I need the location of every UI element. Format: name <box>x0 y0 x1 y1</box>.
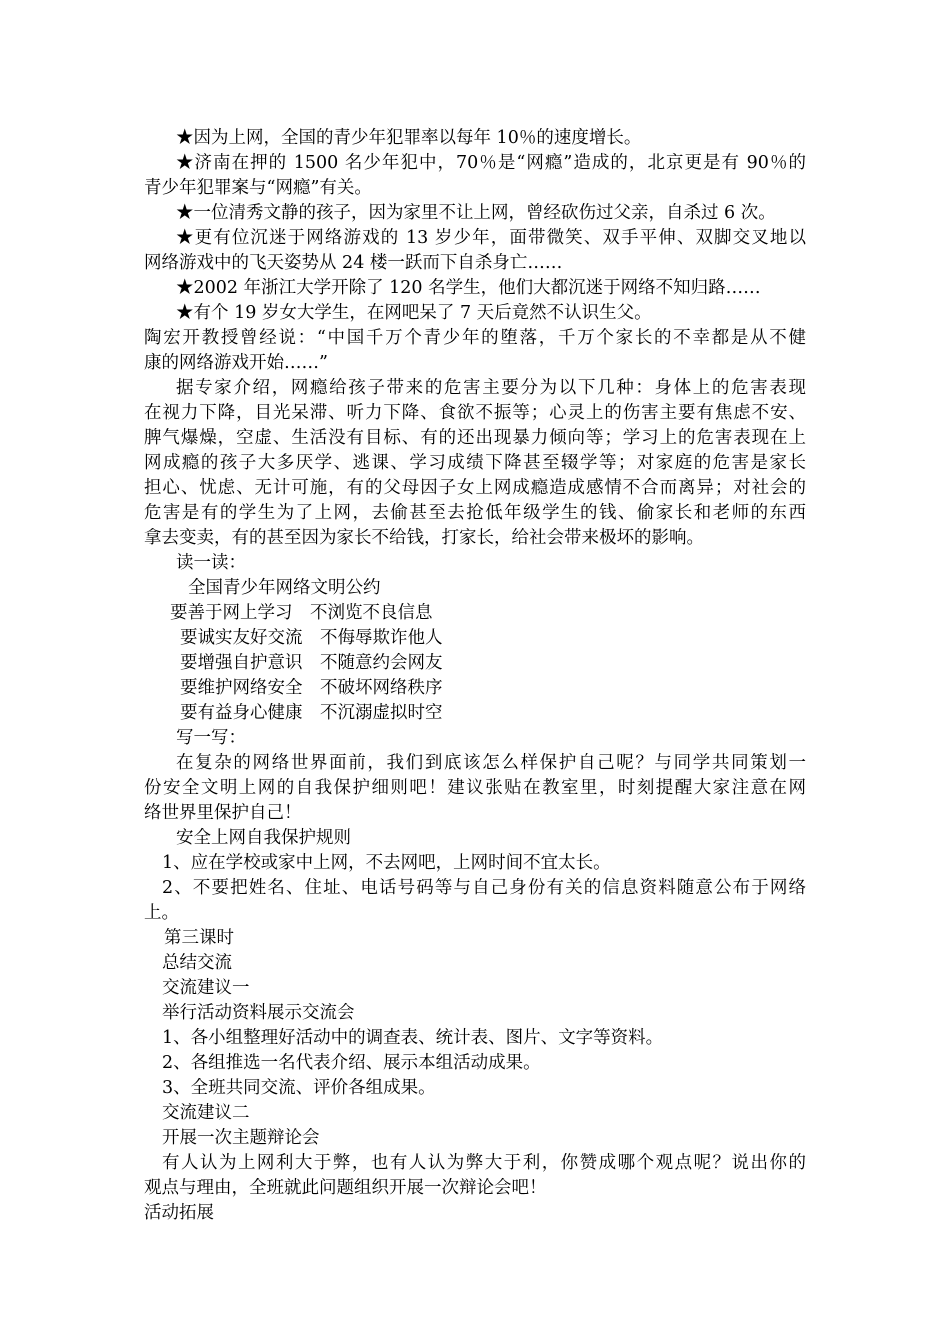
text-line: 拿去变卖，有的甚至因为家长不给钱，打家长，给社会带来极坏的影响。 <box>144 528 704 548</box>
text-line: ★一位清秀文静的孩子，因为家里不让上网，曾经砍伤过父亲，自杀过 6 次。 <box>176 203 776 223</box>
text-line: 网成瘾的孩子大多厌学、逃课、学习成绩下降甚至辍学等；对家庭的危害是家长 <box>144 453 806 473</box>
text-line: 在视力下降，目光呆滞、听力下降、食欲不振等；心灵上的伤害主要有焦虑不安、 <box>144 403 806 423</box>
text-line: 有人认为上网利大于弊，也有人认为弊大于利，你赞成哪个观点呢？说出你的 <box>162 1153 806 1173</box>
text-line: 交流建议一 <box>162 978 250 998</box>
text-line: ★因为上网，全国的青少年犯罪率以每年 10％的速度增长。 <box>176 128 642 148</box>
text-line: ★2002 年浙江大学开除了 120 名学生，他们大都沉迷于网络不知归路…… <box>176 278 761 298</box>
text-line: 要善于网上学习 不浏览不良信息 <box>170 603 433 623</box>
text-line: 总结交流 <box>162 953 232 973</box>
text-line: ★更有位沉迷于网络游戏的 13 岁少年，面带微笑、双手平伸、双脚交叉地以 <box>176 228 806 248</box>
text-line: 要增强自护意识 不随意约会网友 <box>180 653 443 673</box>
text-line: 陶宏开教授曾经说：“中国千万个青少年的堕落，千万个家长的不幸都是从不健 <box>144 328 806 348</box>
text-line: 1、应在学校或家中上网，不去网吧，上网时间不宜太长。 <box>162 853 611 873</box>
text-line: 据专家介绍，网瘾给孩子带来的危害主要分为以下几种：身体上的危害表现 <box>176 378 806 398</box>
text-line: 1、各小组整理好活动中的调查表、统计表、图片、文字等资料。 <box>162 1028 664 1048</box>
text-line: 网络游戏中的飞天姿势从 24 楼一跃而下自杀身亡…… <box>144 253 563 273</box>
text-line: 2、各组推选一名代表介绍、展示本组活动成果。 <box>162 1053 541 1073</box>
text-line: 3、全班共同交流、评价各组成果。 <box>162 1078 436 1098</box>
text-line: 第三课时 <box>164 928 234 948</box>
text-line: 读一读： <box>176 553 246 573</box>
text-line: 安全上网自我保护规则 <box>176 828 351 848</box>
text-line: 康的网络游戏开始……” <box>144 353 328 373</box>
text-line: 写一写： <box>176 728 246 748</box>
text-line: 络世界里保护自己！ <box>144 803 302 823</box>
text-line: 交流建议二 <box>162 1103 250 1123</box>
text-line: ★济南在押的 1500 名少年犯中，70％是“网瘾”造成的，北京更是有 90％的 <box>176 153 806 173</box>
text-line: 举行活动资料展示交流会 <box>162 1003 355 1023</box>
text-line: 青少年犯罪案与“网瘾”有关。 <box>144 178 372 198</box>
text-line: 担心、忧虑、无计可施，有的父母因子女上网成瘾造成感情不合而离异；对社会的 <box>144 478 806 498</box>
text-line: 要诚实友好交流 不侮辱欺诈他人 <box>180 628 443 648</box>
text-line: 在复杂的网络世界面前，我们到底该怎么样保护自己呢？与同学共同策划一 <box>176 753 806 773</box>
text-line: 脾气爆燥，空虚、生活没有目标、有的还出现暴力倾向等；学习上的危害表现在上 <box>144 428 806 448</box>
text-line: ★有个 19 岁女大学生，在网吧呆了 7 天后竟然不认识生父。 <box>176 303 652 323</box>
text-line: 危害是有的学生为了上网，去偷甚至去抢低年级学生的钱、偷家长和老师的东西 <box>144 503 806 523</box>
text-line: 2、不要把姓名、住址、电话号码等与自己身份有关的信息资料随意公布于网络 <box>162 878 806 898</box>
text-line: 要有益身心健康 不沉溺虚拟时空 <box>180 703 443 723</box>
text-line: 份安全文明上网的自我保护细则吧！建议张贴在教室里，时刻提醒大家注意在网 <box>144 778 806 798</box>
text-line: 观点与理由，全班就此问题组织开展一次辩论会吧！ <box>144 1178 547 1198</box>
text-line: 开展一次主题辩论会 <box>162 1128 320 1148</box>
text-line: 全国青少年网络文明公约 <box>188 578 381 598</box>
text-line: 要维护网络安全 不破坏网络秩序 <box>180 678 443 698</box>
text-line: 上。 <box>144 903 179 923</box>
text-line: 活动拓展 <box>144 1203 214 1223</box>
